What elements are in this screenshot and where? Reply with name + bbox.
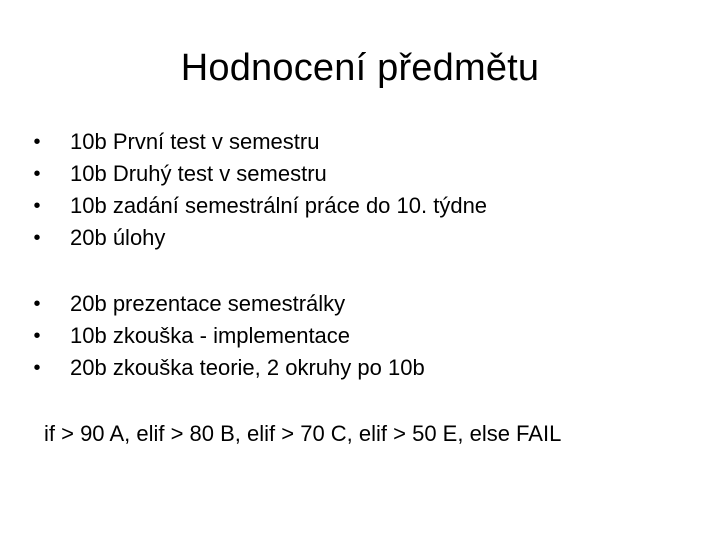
list-item xyxy=(30,158,487,190)
list-item xyxy=(30,222,487,254)
bullet-list-points xyxy=(30,126,487,254)
list-item xyxy=(30,288,425,320)
list-item-text: 20b úlohy xyxy=(70,225,166,250)
list-item xyxy=(30,190,487,222)
bullet-list-exam xyxy=(30,288,425,384)
list-item xyxy=(30,126,487,158)
bullet-icon: • xyxy=(33,357,41,379)
list-item-text: 10b zkouška - implementace xyxy=(70,323,351,348)
grading-rule-text: if > 90 A, elif > 80 B, elif > 70 C, elif > 50 E, else FAIL xyxy=(44,421,562,446)
list-item xyxy=(30,320,425,352)
bullet-icon: • xyxy=(33,163,41,185)
bullet-icon: • xyxy=(33,293,41,315)
bullet-icon: • xyxy=(33,131,41,153)
list-item-text: 10b Druhý test v semestru xyxy=(70,161,327,186)
list-item-text: 10b První test v semestru xyxy=(70,129,320,154)
slide-title: Hodnocení předmětu xyxy=(180,47,540,89)
bullet-icon: • xyxy=(33,227,41,249)
list-item xyxy=(30,352,425,384)
list-item-text: 20b zkouška teorie, 2 okruhy po 10b xyxy=(70,355,425,380)
list-item-text: 20b prezentace semestrálky xyxy=(70,291,346,316)
bullet-icon: • xyxy=(33,195,41,217)
list-item-text: 10b zadání semestrální práce do 10. týdne xyxy=(70,193,488,218)
bullet-icon: • xyxy=(33,325,41,347)
